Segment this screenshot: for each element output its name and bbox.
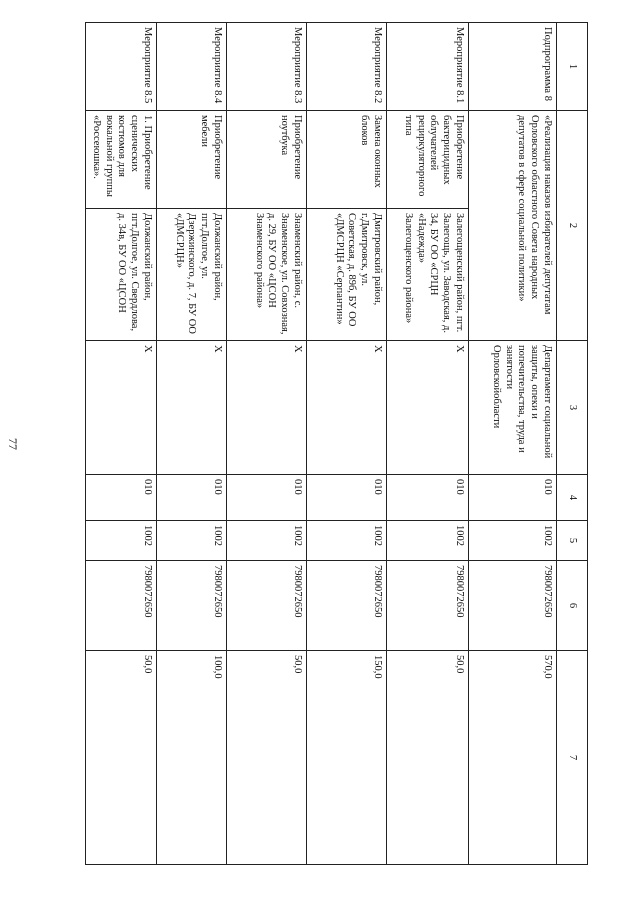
table-cell: 150,0: [307, 651, 387, 865]
column-header: 3: [557, 341, 588, 475]
measure-action: Приобретение бактерицидных облучателей рециркуляторного типа: [387, 111, 469, 209]
column-header: 6: [557, 561, 588, 651]
header-row: [557, 23, 588, 865]
table-cell: 50,0: [227, 651, 307, 865]
page-number: 77: [6, 438, 20, 450]
measure-name: Мероприятие 8.5: [86, 23, 157, 111]
table-row: [469, 23, 557, 865]
measure-executor: X: [387, 341, 469, 475]
table-cell: 010: [86, 475, 157, 521]
measure-name: Мероприятие 8.4: [157, 23, 227, 111]
table-cell: 010: [227, 475, 307, 521]
table-cell: 50,0: [387, 651, 469, 865]
program-name: Подпрограмма 8: [469, 23, 557, 111]
column-header: 7: [557, 651, 588, 865]
table-row: [157, 23, 227, 865]
table-row: [307, 23, 387, 865]
table-cell: 7980072650: [86, 561, 157, 651]
column-header: 5: [557, 521, 588, 561]
table-cell: 7980072650: [157, 561, 227, 651]
table-cell: 1002: [387, 521, 469, 561]
column-header: 4: [557, 475, 588, 521]
table-cell: 7980072650: [387, 561, 469, 651]
table-cell: 010: [307, 475, 387, 521]
table-row: [227, 23, 307, 865]
table-cell: 1002: [227, 521, 307, 561]
measure-place: Залегощенский район, пгт. Залегощь, ул. Заводская, д. 34, БУ ОО «СРЦН «Надежда» Залегощенского района»: [387, 209, 469, 341]
measure-place: Дмитровский район, г.Дмитровск, ул. Советская, д. 89б, БУ ОО «ДМСРЦН «Серпантин»: [307, 209, 387, 341]
measure-action: Приобретение ноутбука: [227, 111, 307, 209]
measure-name: Мероприятие 8.2: [307, 23, 387, 111]
measure-place: Знаменский район, с. Знаменское, ул. Совхозная, д. 29, БУ ОО «ЦСОН Знаменского района»: [227, 209, 307, 341]
measure-action: Замена оконных блоков: [307, 111, 387, 209]
rotated-table-container: [88, 22, 588, 864]
column-header: 2: [557, 111, 588, 341]
table-cell: 1002: [469, 521, 557, 561]
measure-executor: X: [86, 341, 157, 475]
table-cell: 010: [387, 475, 469, 521]
measure-name: Мероприятие 8.3: [227, 23, 307, 111]
measure-name: Мероприятие 8.1: [387, 23, 469, 111]
table-cell: 7980072650: [227, 561, 307, 651]
table-cell: 010: [157, 475, 227, 521]
measure-place: Должанский район, пгт.Долгое, ул. Свердлова, д. 34в, БУ ОО «ЦСОН: [86, 209, 157, 341]
measure-action: Приобретение мебели: [157, 111, 227, 209]
table-cell: 010: [469, 475, 557, 521]
table-cell: 1002: [307, 521, 387, 561]
measure-action: 1. Приобретение сценических костюмов для вокальной группы «Россеюшка».: [86, 111, 157, 209]
program-description: «Реализация наказов избирателей депутатам Орловского областного Совета народных депутатов в сфере социальной политики»: [469, 111, 557, 341]
measure-executor: X: [307, 341, 387, 475]
table-cell: 7980072650: [307, 561, 387, 651]
measure-place: Должанский район, пгт.Долгое, ул. Дзержинского, д. 7, БУ ОО «ДМСРЦН»: [157, 209, 227, 341]
table-row: [387, 23, 469, 865]
column-header: 1: [557, 23, 588, 111]
table-row: [86, 23, 157, 865]
table-cell: 1002: [86, 521, 157, 561]
program-table: [85, 22, 588, 865]
measure-executor: X: [157, 341, 227, 475]
table-cell: 1002: [157, 521, 227, 561]
measure-executor: X: [227, 341, 307, 475]
table-cell: 100,0: [157, 651, 227, 865]
table-cell: 50,0: [86, 651, 157, 865]
table-cell: 7980072650: [469, 561, 557, 651]
table-cell: 570,0: [469, 651, 557, 865]
program-executor: Департамент социальной защиты, опеки и попечительства, труда и занятости Орловскойобласти: [469, 341, 557, 475]
